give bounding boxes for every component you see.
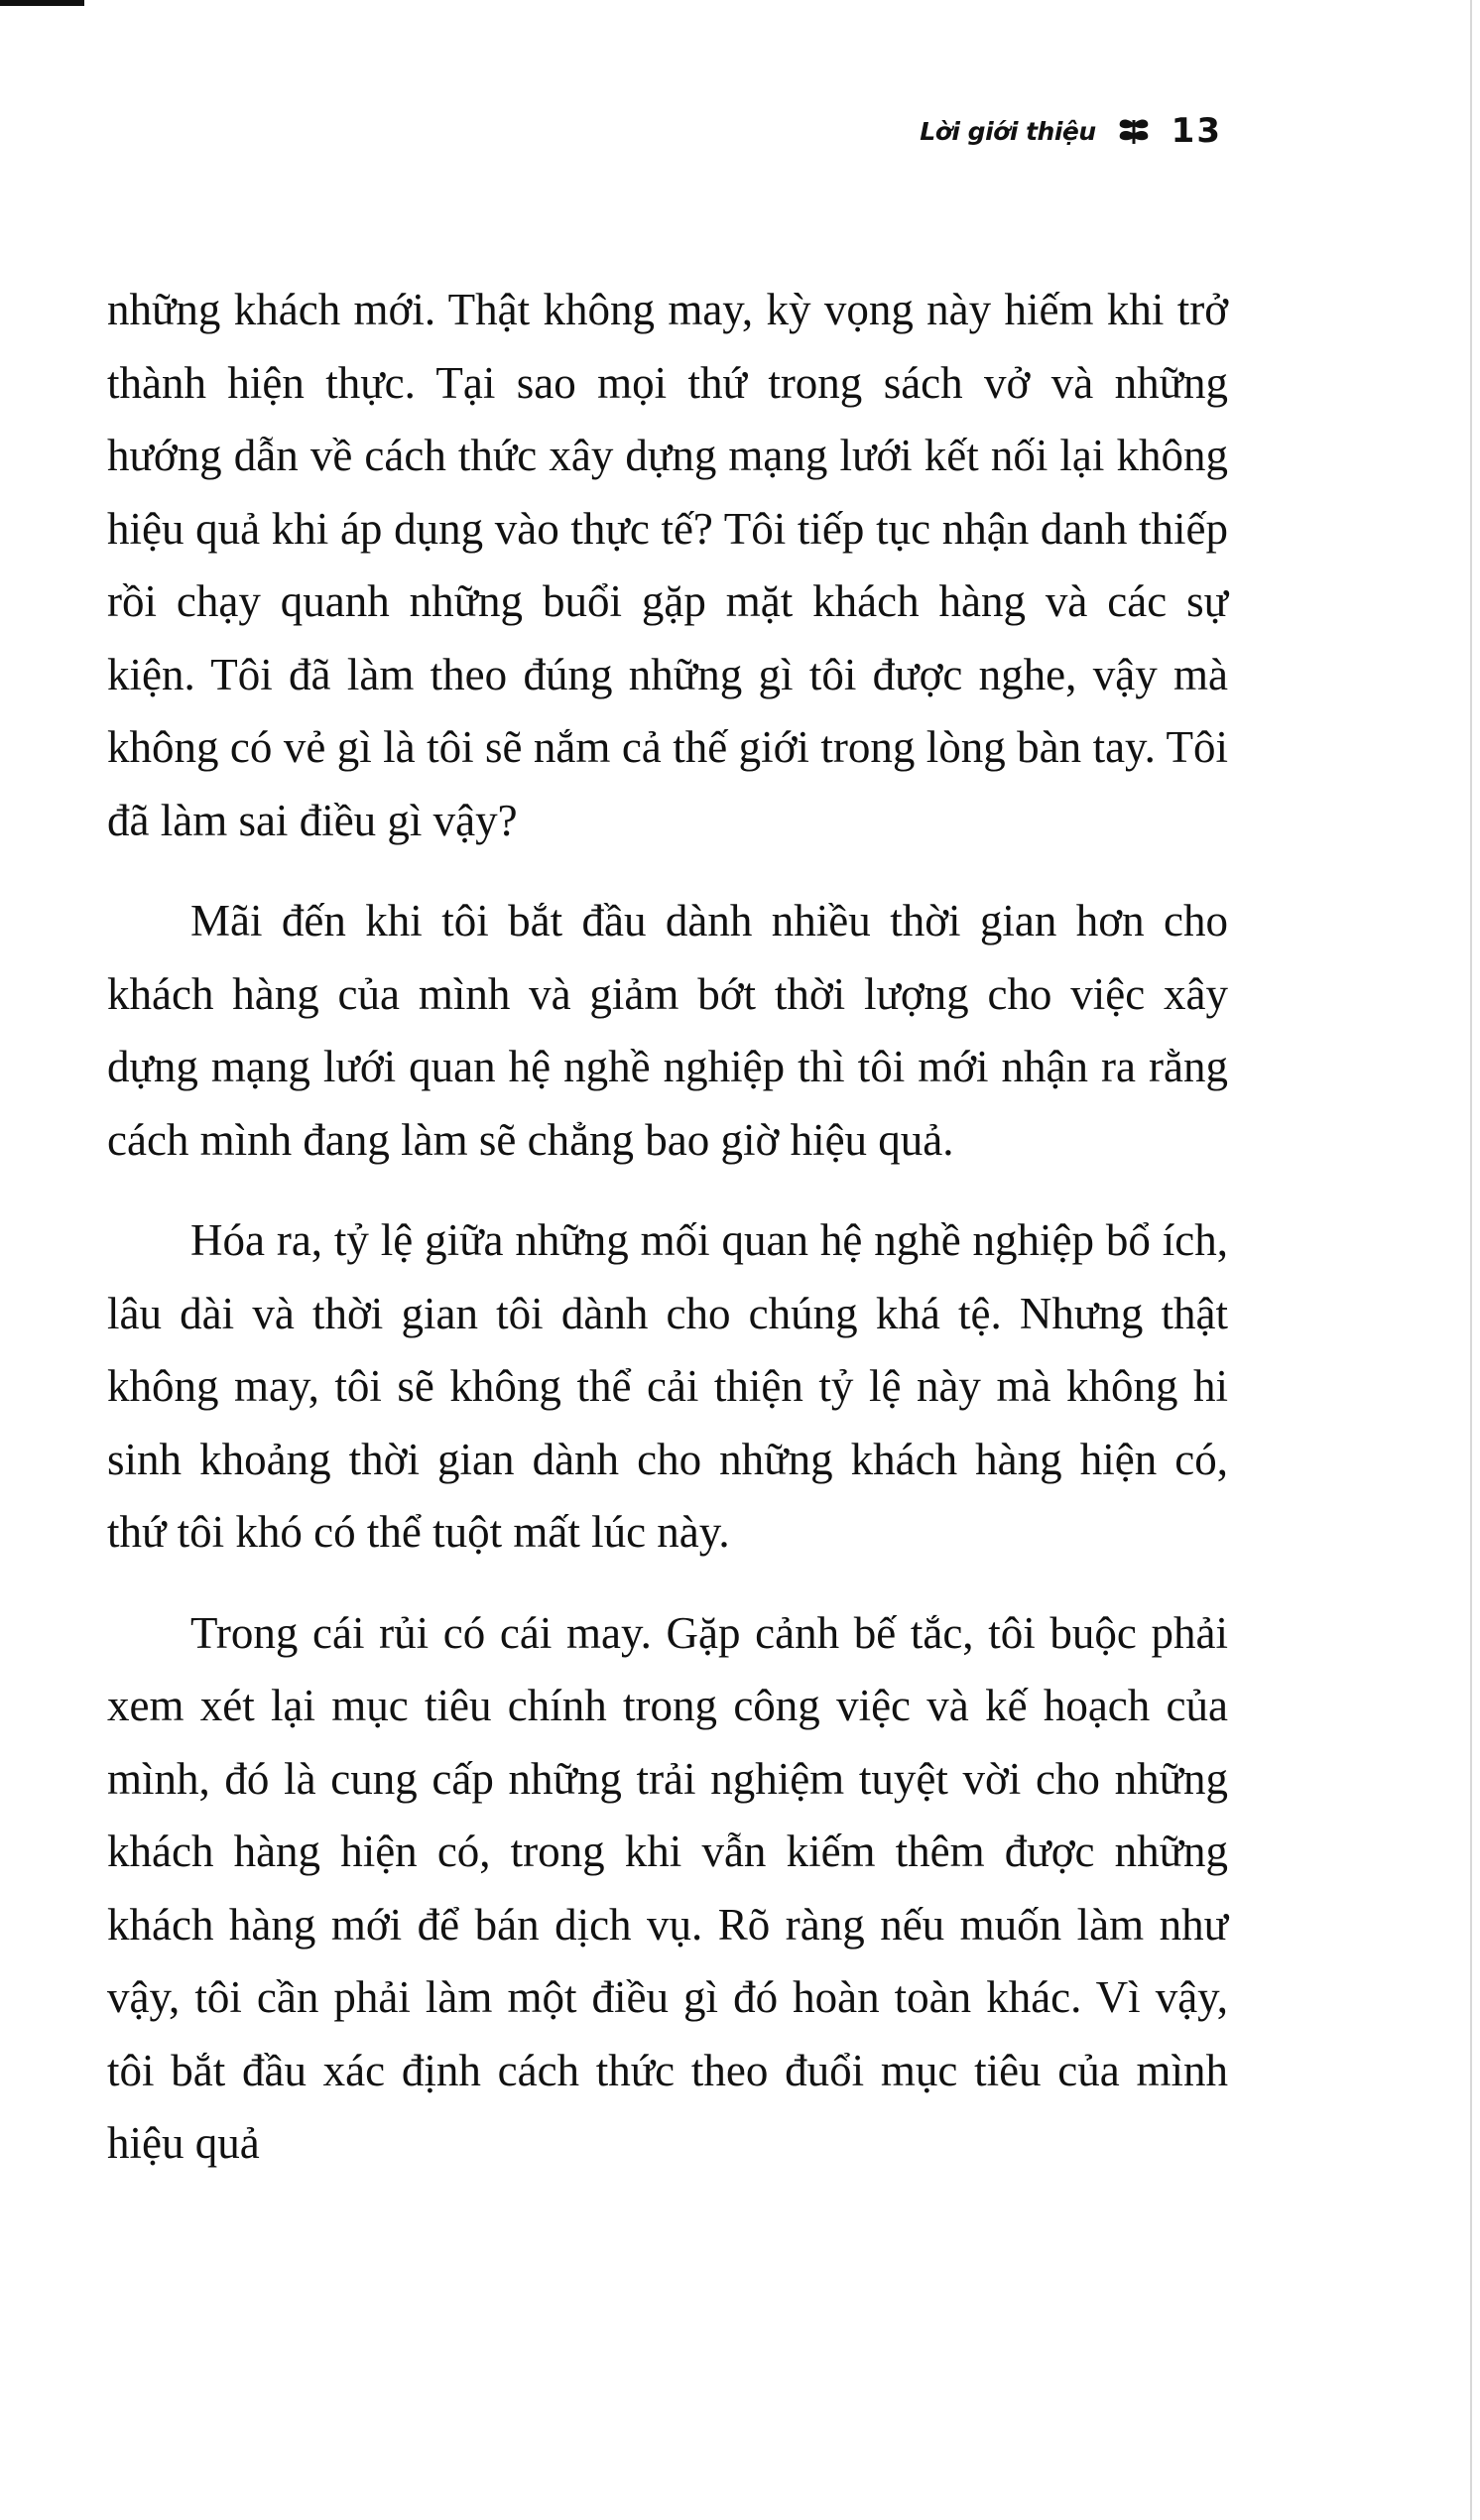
- scan-corner-mark: [0, 0, 84, 6]
- paragraph-3: Hóa ra, tỷ lệ giữa những mối quan hệ nghề nghiệp bổ ích, lâu dài và thời gian tôi dành cho chúng khá tệ. Nhưng thật không may, tôi sẽ không thể cải thiện tỷ lệ này mà không hi sinh khoảng thời gian dành cho những khách hàng hiện có, thứ tôi khó có thể tuột mất lúc này.: [107, 1215, 1228, 1557]
- paragraph-4: Trong cái rủi có cái may. Gặp cảnh bế tắc, tôi buộc phải xem xét lại mục tiêu chính trong công việc và kế hoạch của mình, đó là cung cấp những trải nghiệm tuyệt vời cho những khách hàng hiện có, trong khi vẫn kiếm thêm được những khách hàng mới để bán dịch vụ. Rõ ràng nếu muốn làm như vậy, tôi cần phải làm một điều gì đó hoàn toàn khác. Vì vậy, tôi bắt đầu xác định cách thức theo đuổi mục tiêu của mình hiệu quả: [107, 1607, 1228, 2168]
- paragraph-2: Mãi đến khi tôi bắt đầu dành nhiều thời gian hơn cho khách hàng của mình và giảm bớt thời lượng cho việc xây dựng mạng lưới quan hệ nghề nghiệp thì tôi mới nhận ra rằng cách mình đang làm sẽ chẳng bao giờ hiệu quả.: [107, 896, 1228, 1165]
- running-title: Lời giới thiệu: [920, 116, 1096, 146]
- paragraph-1: những khách mới. Thật không may, kỳ vọng này hiếm khi trở thành hiện thực. Tại sao mọi thứ trong sách vở và những hướng dẫn về cách thức xây dựng mạng lưới kết nối lại không hiệu quả khi áp dụng vào thực tế? Tôi tiếp tục nhận danh thiếp rồi chạy quanh những buổi gặp mặt khách hàng và các sự kiện. Tôi đã làm theo đúng những gì tôi được nghe, vậy mà không có vẻ gì là tôi sẽ nắm cả thế giới trong lòng bàn tay. Tôi đã làm sai điều gì vậy?: [107, 285, 1228, 845]
- page-edge-line: [1470, 0, 1472, 2520]
- running-header: [920, 111, 1222, 151]
- leaf-ornament-icon: [1114, 114, 1154, 148]
- body-text: [107, 274, 1228, 2208]
- page-number: 13: [1171, 111, 1222, 151]
